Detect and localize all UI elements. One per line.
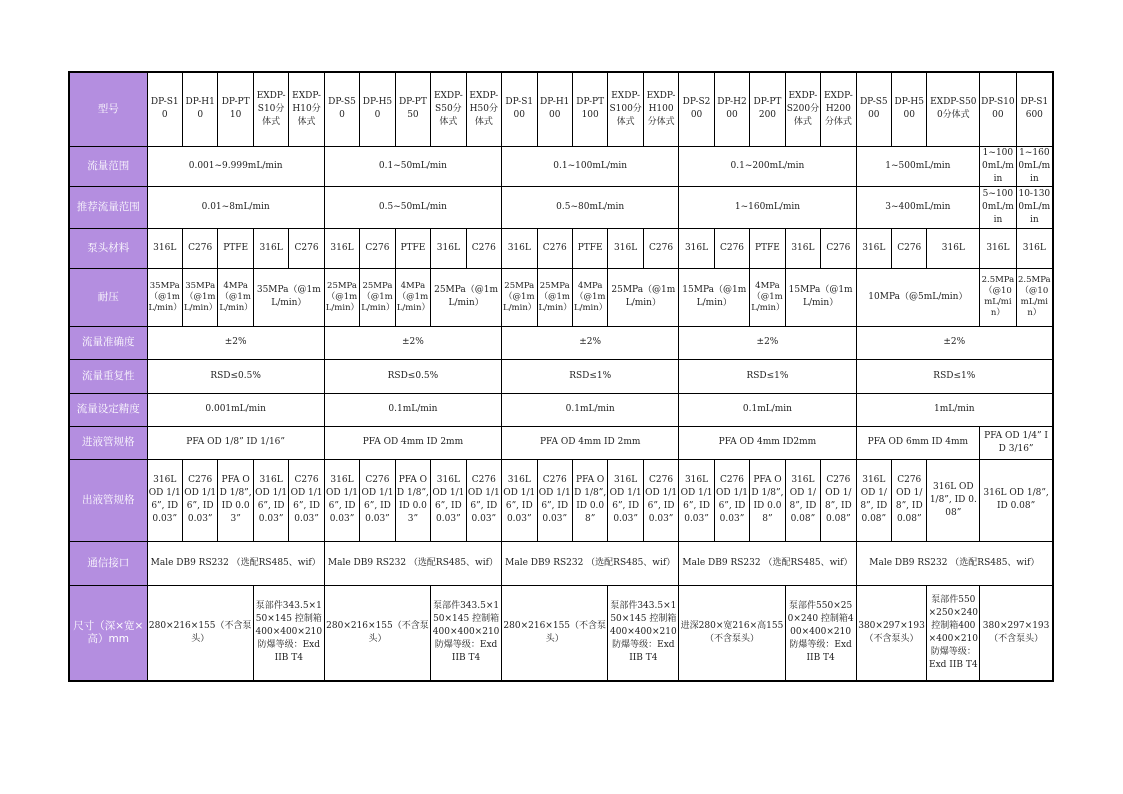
inlet-cell: PFA OD 4mm ID 2mm (502, 426, 679, 459)
setting-precision-cell: 1mL/min (856, 393, 1053, 426)
header-comm: 通信接口 (69, 541, 147, 585)
comm-cell: Male DB9 RS232 （选配RS485、wif） (502, 541, 679, 585)
row-flow-range (69, 146, 1053, 186)
material-cell: C276 (714, 228, 749, 268)
row-flow-accuracy (69, 326, 1053, 359)
model-cell: EXDP-H50分体式 (466, 72, 501, 146)
row-outlet-tube (69, 459, 1053, 541)
row-size (69, 585, 1053, 681)
recommended-flow-cell: 10-1300mL/min (1016, 186, 1053, 228)
model-cell: DP-H10 (182, 72, 217, 146)
pressure-cell: 2.5MPa（@10mL/min） (980, 268, 1016, 326)
material-cell: C276 (821, 228, 856, 268)
outlet-cell: C276 OD 1/16”, ID 0.03” (289, 459, 324, 541)
pressure-cell: 4MPa（@1mL/min） (750, 268, 785, 326)
row-flow-repeatability (69, 359, 1053, 393)
pressure-cell: 15MPa（@1mL/min） (679, 268, 750, 326)
flow-range-cell: 1~1600mL/min (1016, 146, 1053, 186)
pressure-cell: 4MPa（@1mL/min） (572, 268, 607, 326)
flow-range-cell: 1~1000mL/min (980, 146, 1016, 186)
outlet-cell: C276 OD 1/16”, ID 0.03” (182, 459, 217, 541)
material-cell: C276 (182, 228, 217, 268)
material-cell: C276 (892, 228, 927, 268)
material-cell: 316L (608, 228, 643, 268)
size-cell: 泵部件343.5×150×145 控制箱400×400×210 防爆等级：Exd IIB T4 (431, 585, 502, 681)
accuracy-cell: ±2% (147, 326, 324, 359)
material-cell: 316L (785, 228, 820, 268)
row-model (69, 72, 1053, 146)
recommended-flow-cell: 3~400mL/min (856, 186, 980, 228)
inlet-cell: PFA OD 1/8” ID 1/16” (147, 426, 324, 459)
pressure-cell: 35MPa（@1mL/min） (253, 268, 324, 326)
recommended-flow-cell: 0.01~8mL/min (147, 186, 324, 228)
model-cell: DP-H100 (537, 72, 572, 146)
model-cell: DP-PT50 (395, 72, 430, 146)
header-recommended-flow: 推荐流量范围 (69, 186, 147, 228)
material-cell: C276 (537, 228, 572, 268)
material-cell: 316L (980, 228, 1016, 268)
material-cell: 316L (927, 228, 980, 268)
outlet-cell: 316L OD 1/16”, ID 0.03” (679, 459, 714, 541)
outlet-cell: C276 OD 1/16”, ID 0.03” (537, 459, 572, 541)
repeatability-cell: RSD≤1% (856, 359, 1053, 393)
pressure-cell: 25MPa（@1mL/min） (608, 268, 679, 326)
size-cell: 泵部件343.5×150×145 控制箱400×400×210 防爆等级：Exd IIB T4 (608, 585, 679, 681)
spec-table (68, 71, 1054, 682)
size-cell: 泵部件550×250×240 控制箱400×400×210 防爆等级：Exd IIB T4 (785, 585, 856, 681)
outlet-cell: 316L OD 1/16”, ID 0.03” (431, 459, 466, 541)
material-cell: 316L (1016, 228, 1053, 268)
row-comm-interface (69, 541, 1053, 585)
model-cell: DP-H200 (714, 72, 749, 146)
size-cell: 泵部件343.5×150×145 控制箱400×400×210 防爆等级：Exd IIB T4 (253, 585, 324, 681)
outlet-cell: 316L OD 1/8”, ID 0.08” (980, 459, 1053, 541)
material-cell: 316L (324, 228, 359, 268)
pressure-cell: 25MPa（@1mL/min） (431, 268, 502, 326)
pressure-cell: 4MPa（@1mL/min） (395, 268, 430, 326)
pressure-cell: 15MPa（@1mL/min） (785, 268, 856, 326)
size-cell: 380×297×193（不含泵头） (856, 585, 927, 681)
material-cell: 316L (147, 228, 182, 268)
header-inlet-tube: 进液管规格 (69, 426, 147, 459)
outlet-cell: 316L OD 1/16”, ID 0.03” (324, 459, 359, 541)
material-cell: C276 (360, 228, 395, 268)
outlet-cell: C276 OD 1/16”, ID 0.03” (466, 459, 501, 541)
repeatability-cell: RSD≤1% (679, 359, 856, 393)
flow-range-cell: 0.1~100mL/min (502, 146, 679, 186)
outlet-cell: 316L OD 1/16”, ID 0.03” (608, 459, 643, 541)
outlet-cell: 316L OD 1/8”, ID 0.08” (927, 459, 980, 541)
accuracy-cell: ±2% (502, 326, 679, 359)
header-outlet-tube: 出液管规格 (69, 459, 147, 541)
pressure-cell: 4MPa（@1mL/min） (218, 268, 253, 326)
setting-precision-cell: 0.1mL/min (679, 393, 856, 426)
outlet-cell: 316L OD 1/8”, ID 0.08” (856, 459, 891, 541)
pressure-cell: 35MPa（@1mL/min） (182, 268, 217, 326)
material-cell: C276 (289, 228, 324, 268)
material-cell: 316L (856, 228, 891, 268)
material-cell: PTFE (218, 228, 253, 268)
pressure-cell: 25MPa（@1mL/min） (360, 268, 395, 326)
outlet-cell: PFA OD 1/8”, ID 0.03” (395, 459, 430, 541)
pressure-cell: 10MPa（@5mL/min） (856, 268, 980, 326)
model-cell: EXDP-S10分体式 (253, 72, 288, 146)
model-cell: DP-S500 (856, 72, 891, 146)
header-pressure: 耐压 (69, 268, 147, 326)
model-cell: DP-S10 (147, 72, 182, 146)
inlet-cell: PFA OD 4mm ID 2mm (324, 426, 501, 459)
material-cell: C276 (643, 228, 678, 268)
pressure-cell: 35MPa（@1mL/min） (147, 268, 182, 326)
flow-range-cell: 0.1~200mL/min (679, 146, 856, 186)
model-cell: DP-H50 (360, 72, 395, 146)
accuracy-cell: ±2% (324, 326, 501, 359)
recommended-flow-cell: 0.5~80mL/min (502, 186, 679, 228)
repeatability-cell: RSD≤0.5% (324, 359, 501, 393)
header-flow-repeatability: 流量重复性 (69, 359, 147, 393)
outlet-cell: C276 OD 1/16”, ID 0.03” (714, 459, 749, 541)
header-flow-range: 流量范围 (69, 146, 147, 186)
model-cell: DP-S200 (679, 72, 714, 146)
model-cell: EXDP-S50分体式 (431, 72, 466, 146)
setting-precision-cell: 0.1mL/min (324, 393, 501, 426)
recommended-flow-cell: 5~1000mL/min (980, 186, 1016, 228)
inlet-cell: PFA OD 6mm ID 4mm (856, 426, 980, 459)
pressure-cell: 25MPa（@1mL/min） (502, 268, 537, 326)
outlet-cell: PFA OD 1/8”, ID 0.03” (218, 459, 253, 541)
comm-cell: Male DB9 RS232 （选配RS485、wif） (679, 541, 856, 585)
accuracy-cell: ±2% (856, 326, 1053, 359)
outlet-cell: C276 OD 1/16”, ID 0.03” (360, 459, 395, 541)
repeatability-cell: RSD≤0.5% (147, 359, 324, 393)
row-recommended-flow (69, 186, 1053, 228)
material-cell: PTFE (750, 228, 785, 268)
model-cell: EXDP-S500分体式 (927, 72, 980, 146)
row-pump-head-material (69, 228, 1053, 268)
header-flow-setting-precision: 流量设定精度 (69, 393, 147, 426)
size-cell: 280×216×155（不含泵头） (147, 585, 253, 681)
outlet-cell: C276 OD 1/8”, ID 0.08” (892, 459, 927, 541)
outlet-cell: PFA OD 1/8”, ID 0.08” (572, 459, 607, 541)
recommended-flow-cell: 1~160mL/min (679, 186, 856, 228)
outlet-cell: 316L OD 1/8”, ID 0.08” (785, 459, 820, 541)
model-cell: EXDP-H200分体式 (821, 72, 856, 146)
material-cell: PTFE (395, 228, 430, 268)
size-cell: 泵部件550×250×240 控制箱400×400×210 防爆等级：Exd IIB T4 (927, 585, 980, 681)
setting-precision-cell: 0.001mL/min (147, 393, 324, 426)
header-size: 尺寸（深×宽×高）mm (69, 585, 147, 681)
flow-range-cell: 0.1~50mL/min (324, 146, 501, 186)
material-cell: 316L (253, 228, 288, 268)
material-cell: 316L (502, 228, 537, 268)
size-cell: 380×297×193（不含泵头） (980, 585, 1053, 681)
comm-cell: Male DB9 RS232 （选配RS485、wif） (856, 541, 1053, 585)
outlet-cell: 316L OD 1/16”, ID 0.03” (502, 459, 537, 541)
comm-cell: Male DB9 RS232 （选配RS485、wif） (147, 541, 324, 585)
model-cell: DP-H500 (892, 72, 927, 146)
recommended-flow-cell: 0.5~50mL/min (324, 186, 501, 228)
flow-range-cell: 0.001~9.999mL/min (147, 146, 324, 186)
repeatability-cell: RSD≤1% (502, 359, 679, 393)
row-inlet-tube (69, 426, 1053, 459)
material-cell: PTFE (572, 228, 607, 268)
inlet-cell: PFA OD 1/4” ID 3/16” (980, 426, 1053, 459)
outlet-cell: 316L OD 1/16”, ID 0.03” (253, 459, 288, 541)
material-cell: 316L (679, 228, 714, 268)
model-cell: DP-S50 (324, 72, 359, 146)
outlet-cell: C276 OD 1/8”, ID 0.08” (821, 459, 856, 541)
header-flow-accuracy: 流量准确度 (69, 326, 147, 359)
model-cell: EXDP-H100分体式 (643, 72, 678, 146)
model-cell: EXDP-S200分体式 (785, 72, 820, 146)
model-cell: EXDP-H10分体式 (289, 72, 324, 146)
material-cell: C276 (466, 228, 501, 268)
material-cell: 316L (431, 228, 466, 268)
model-cell: DP-S1000 (980, 72, 1016, 146)
model-cell: DP-S1600 (1016, 72, 1053, 146)
model-cell: DP-PT100 (572, 72, 607, 146)
pressure-cell: 25MPa（@1mL/min） (324, 268, 359, 326)
outlet-cell: C276 OD 1/16”, ID 0.03” (643, 459, 678, 541)
model-cell: DP-PT200 (750, 72, 785, 146)
accuracy-cell: ±2% (679, 326, 856, 359)
inlet-cell: PFA OD 4mm ID2mm (679, 426, 856, 459)
outlet-cell: PFA OD 1/8”, ID 0.08” (750, 459, 785, 541)
row-pressure (69, 268, 1053, 326)
setting-precision-cell: 0.1mL/min (502, 393, 679, 426)
model-cell: DP-PT10 (218, 72, 253, 146)
flow-range-cell: 1~500mL/min (856, 146, 980, 186)
model-cell: DP-S100 (502, 72, 537, 146)
header-model: 型号 (69, 72, 147, 146)
comm-cell: Male DB9 RS232 （选配RS485、wif） (324, 541, 501, 585)
size-cell: 280×216×155（不含泵头） (502, 585, 608, 681)
size-cell: 进深280×宽216×高155（不含泵头） (679, 585, 785, 681)
pressure-cell: 2.5MPa（@10mL/min） (1016, 268, 1053, 326)
size-cell: 280×216×155（不含泵头） (324, 585, 430, 681)
pressure-cell: 25MPa（@1mL/min） (537, 268, 572, 326)
header-pump-head-material: 泵头材料 (69, 228, 147, 268)
row-flow-setting-precision (69, 393, 1053, 426)
model-cell: EXDP-S100分体式 (608, 72, 643, 146)
outlet-cell: 316L OD 1/16”, ID 0.03” (147, 459, 182, 541)
